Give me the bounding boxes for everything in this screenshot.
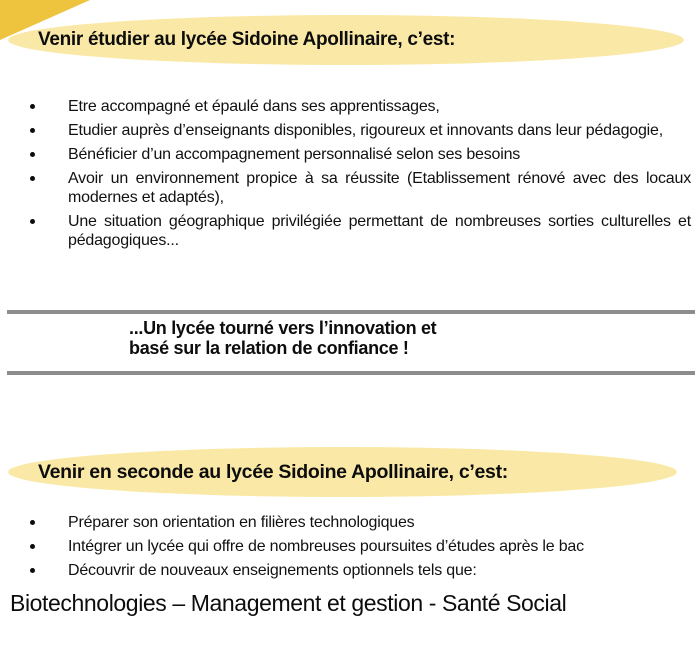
list-item: Etre accompagné et épaulé dans ses apprentissages,: [28, 97, 691, 116]
section-etudier-title: Venir étudier au lycée Sidoine Apollinaire, c’est:: [38, 29, 456, 50]
seconde-bullet-list: [28, 513, 691, 585]
callout-block: [7, 310, 695, 375]
section-seconde-title: Venir en seconde au lycée Sidoine Apollinaire, c’est:: [38, 460, 508, 483]
list-item: Découvrir de nouveaux enseignements optionnels tels que:: [28, 561, 691, 580]
options-heading: Biotechnologies – Management et gestion - Santé Social: [10, 590, 567, 616]
list-item: Intégrer un lycée qui offre de nombreuses poursuites d’études après le bac: [28, 537, 691, 556]
banner-seconde: [8, 447, 677, 497]
list-item: Etudier auprès d’enseignants disponibles, rigoureux et innovants dans leur pédagogie,: [28, 121, 691, 140]
callout-line-2: basé sur la relation de confiance !: [129, 338, 409, 358]
etudier-bullet-list: [28, 97, 691, 255]
list-item: Avoir un environnement propice à sa réussite (Etablissement rénové avec des locaux modernes et adaptés),: [28, 169, 691, 207]
list-item: Une situation géographique privilégiée permettant de nombreuses sorties culturelles et pédagogiques...: [28, 212, 691, 250]
banner-etudier: [8, 15, 684, 65]
callout-line-1: ...Un lycée tourné vers l’innovation et: [129, 318, 437, 338]
list-item: Préparer son orientation en filières technologiques: [28, 513, 691, 532]
list-item: Bénéficier d’un accompagnement personnalisé selon ses besoins: [28, 145, 691, 164]
